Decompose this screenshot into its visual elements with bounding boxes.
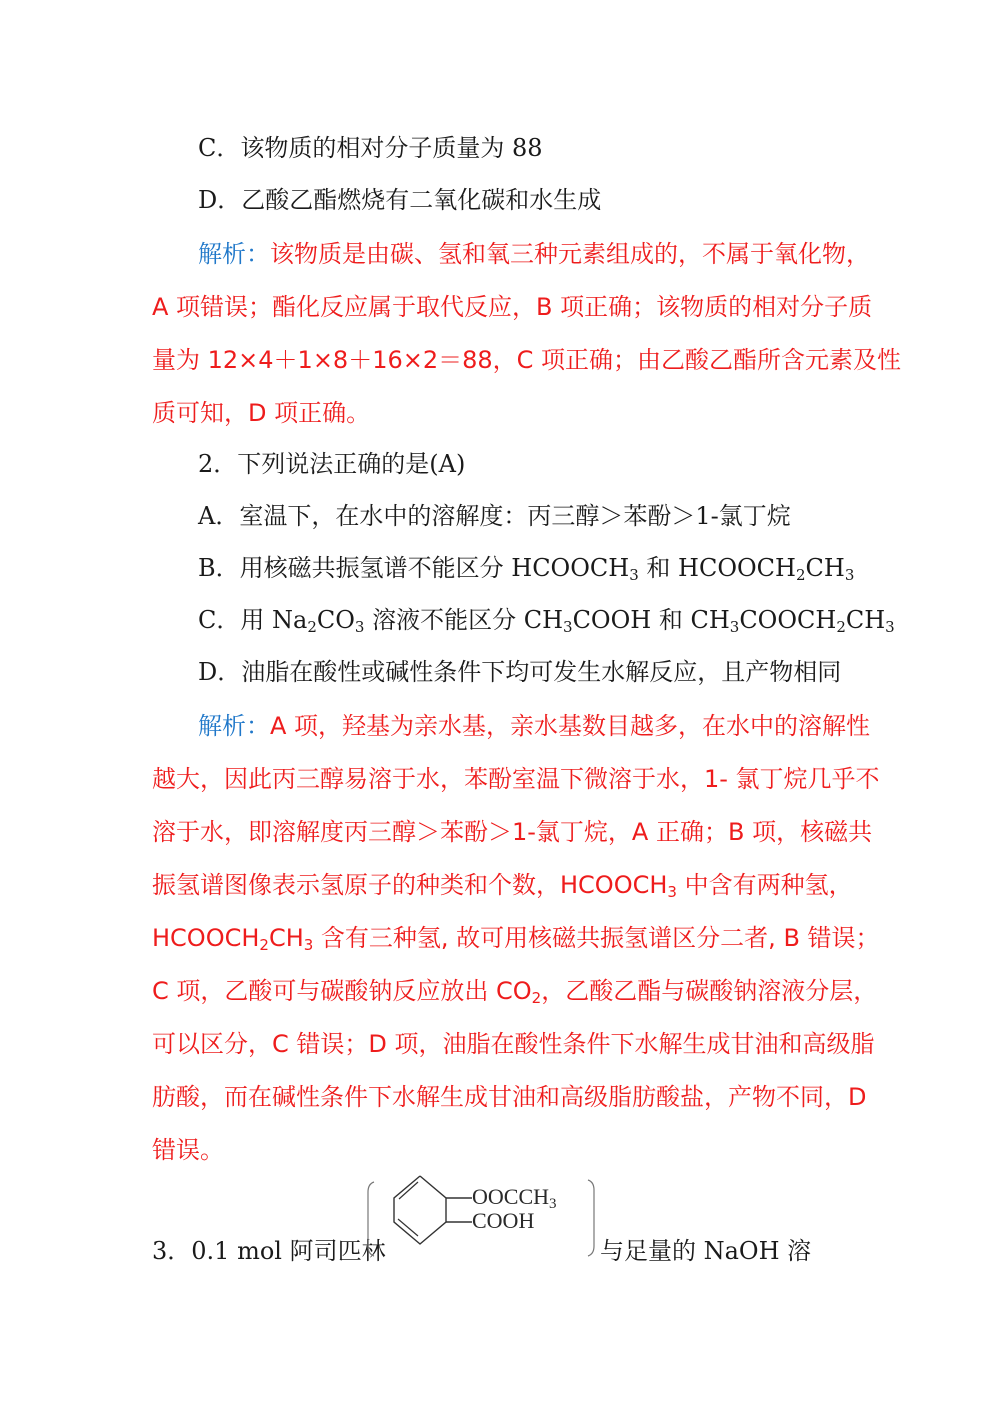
option-text: CH: [805, 554, 845, 582]
option-label: D．: [198, 658, 242, 686]
group-text: OOCCH: [472, 1184, 550, 1209]
subscript: 3: [549, 1196, 557, 1212]
option-text: 该物质的相对分子质量为 88: [240, 134, 543, 162]
option-label: B．: [198, 554, 240, 582]
option-label: D．: [198, 186, 242, 214]
subscript: 3: [667, 883, 677, 901]
q2-analysis-line-6: [152, 976, 878, 1007]
acetoxy-group-label: [472, 1184, 557, 1212]
q2-analysis-line-4: [152, 870, 852, 900]
q2-analysis-line-5: [152, 923, 880, 954]
q1-analysis-line-2: A 项错误；酯化反应属于取代反应，B 项正确；该物质的相对分子质: [152, 293, 873, 321]
q1-analysis-line-1: [198, 239, 870, 269]
option-label: A．: [198, 502, 240, 530]
analysis-text: 振氢谱图像表示氢原子的种类和个数，HCOOCH: [152, 871, 668, 899]
aspirin-structure: [366, 1172, 596, 1272]
analysis-text: 中含有两种氢，: [676, 871, 853, 899]
option-text: 用核磁共振氢谱不能区分 HCOOCH: [239, 554, 630, 582]
option-text: COOH 和 CH: [572, 606, 730, 634]
option-text: 乙酸乙酯燃烧有二氧化碳和水生成: [241, 186, 602, 214]
subscript: 3: [885, 618, 895, 636]
option-label: C．: [198, 606, 241, 634]
q1-option-d: [198, 185, 898, 215]
q2-analysis-line-9: 错误。: [152, 1136, 224, 1164]
option-text: 和 HCOOCH: [638, 554, 796, 582]
q2-option-b: [198, 553, 898, 583]
subscript: 2: [259, 936, 269, 954]
analysis-text: C 项，乙酸可与碳酸钠反应放出 CO: [152, 977, 532, 1005]
q2-analysis-line-1: [198, 711, 871, 741]
analysis-text: CH: [268, 924, 304, 952]
q3-stem-start: 3．0.1 mol 阿司匹林: [152, 1237, 386, 1265]
subscript: 2: [531, 989, 542, 1007]
analysis-tag: 解析：: [198, 240, 270, 268]
subscript: 3: [629, 566, 639, 584]
q2-option-d: [198, 657, 898, 687]
analysis-text: 该物质是由碳、氢和氧三种元素组成的，不属于氧化物，: [270, 240, 870, 268]
q1-analysis-line-3: 量为 12×4＋1×8＋16×2＝88，C 项正确；由乙酸乙酯所含元素及性: [152, 346, 902, 374]
analysis-text: ，乙酸乙酯与碳酸钠溶液分层，: [541, 977, 878, 1005]
option-label: C．: [198, 134, 241, 162]
analysis-text: 含有三种氢, 故可用核磁共振氢谱区分二者, B 错误；: [313, 924, 880, 952]
carboxyl-group-label: COOH: [472, 1208, 535, 1233]
q2-stem: 2．下列说法正确的是(A): [198, 450, 466, 478]
subscript: 3: [354, 618, 365, 636]
analysis-text: HCOOCH: [152, 924, 260, 952]
q2-analysis-line-7: 可以区分，C 错误；D 项，油脂在酸性条件下水解生成甘油和高级脂: [152, 1030, 875, 1058]
option-text: 室温下，在水中的溶解度：丙三醇＞苯酚＞1-氯丁烷: [239, 502, 791, 530]
q2-analysis-line-2: 越大，因此丙三醇易溶于水，苯酚室温下微溶于水，1- 氯丁烷几乎不: [152, 765, 880, 793]
option-text: 油脂在酸性或碱性条件下均可发生水解反应，且产物相同: [241, 658, 842, 686]
option-text: 溶液不能区分 CH: [364, 606, 564, 634]
subscript: 3: [303, 936, 314, 954]
q2-analysis-line-3: 溶于水，即溶解度丙三醇＞苯酚＞1-氯丁烷，A 正确；B 项，核磁共: [152, 818, 873, 846]
subscript: 2: [307, 618, 317, 636]
analysis-text: A 项，羟基为亲水基，亲水基数目越多，在水中的溶解性: [270, 712, 871, 740]
analysis-tag: 解析：: [198, 712, 270, 740]
option-text: 用 Na: [240, 606, 308, 634]
q2-analysis-line-8: 肪酸，而在碱性条件下水解生成甘油和高级脂肪酸盐，产物不同，D: [152, 1083, 867, 1111]
option-text: CH: [845, 606, 886, 634]
q1-option-c: [198, 133, 898, 163]
subscript: 3: [844, 566, 855, 584]
option-text: COOCH: [739, 606, 837, 634]
subscript: 3: [729, 618, 740, 636]
q3-stem-end: 与足量的 NaOH 溶: [600, 1237, 812, 1265]
subscript: 2: [795, 566, 806, 584]
q2-option-c: [198, 605, 898, 635]
q2-option-a: [198, 501, 898, 531]
subscript: 3: [563, 618, 573, 636]
subscript: 2: [836, 618, 846, 636]
option-text: CO: [316, 606, 355, 634]
q1-analysis-line-4: 质可知，D 项正确。: [152, 399, 371, 427]
